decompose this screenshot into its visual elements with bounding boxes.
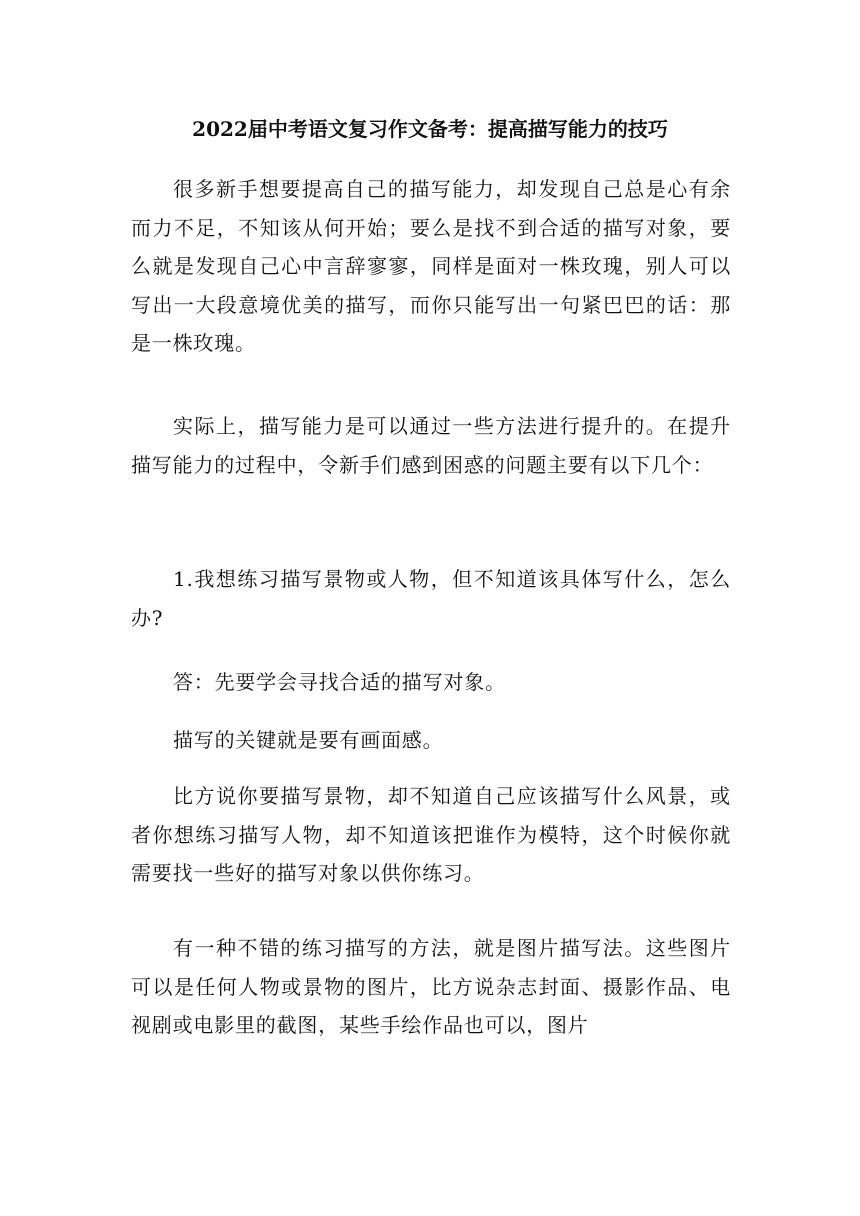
paragraph-key-point: 描写的关键就是要有画面感。	[173, 728, 444, 752]
paragraph-intro: 很多新手想要提高自己的描写能力，却发现自己总是心有余而力不足，不知该从何开始；要么是找不到合适的描写对象，要么就是发现自己心中言辞寥寥，同样是面对一株玫瑰，别人可以写出一大段意境优美的描写，而你只能写出一句紧巴巴的话：那是一株玫瑰。	[131, 177, 731, 355]
paragraph-example: 比方说你要描写景物，却不知道自己应该描写什么风景，或者你想练习描写人物，却不知道该把谁作为模特，这个时候你就需要找一些好的描写对象以供你练习。	[131, 784, 731, 885]
paragraph-improvement: 实际上，描写能力是可以通过一些方法进行提升的。在提升描写能力的过程中，令新手们感到困惑的问题主要有以下几个：	[131, 414, 731, 477]
paragraph-answer-1: 答：先要学会寻找合适的描写对象。	[173, 670, 506, 694]
paragraph-question-1: 1.我想练习描写景物或人物，但不知道该具体写什么，怎么办?	[131, 567, 731, 630]
paragraph-picture-method: 有一种不错的练习描写的方法，就是图片描写法。这些图片可以是任何人物或景物的图片，比方说杂志封面、摄影作品、电视剧或电影里的截图，某些手绘作品也可以，图片	[131, 936, 731, 1037]
document-title: 2022届中考语文复习作文备考：提高描写能力的技巧	[192, 117, 668, 141]
